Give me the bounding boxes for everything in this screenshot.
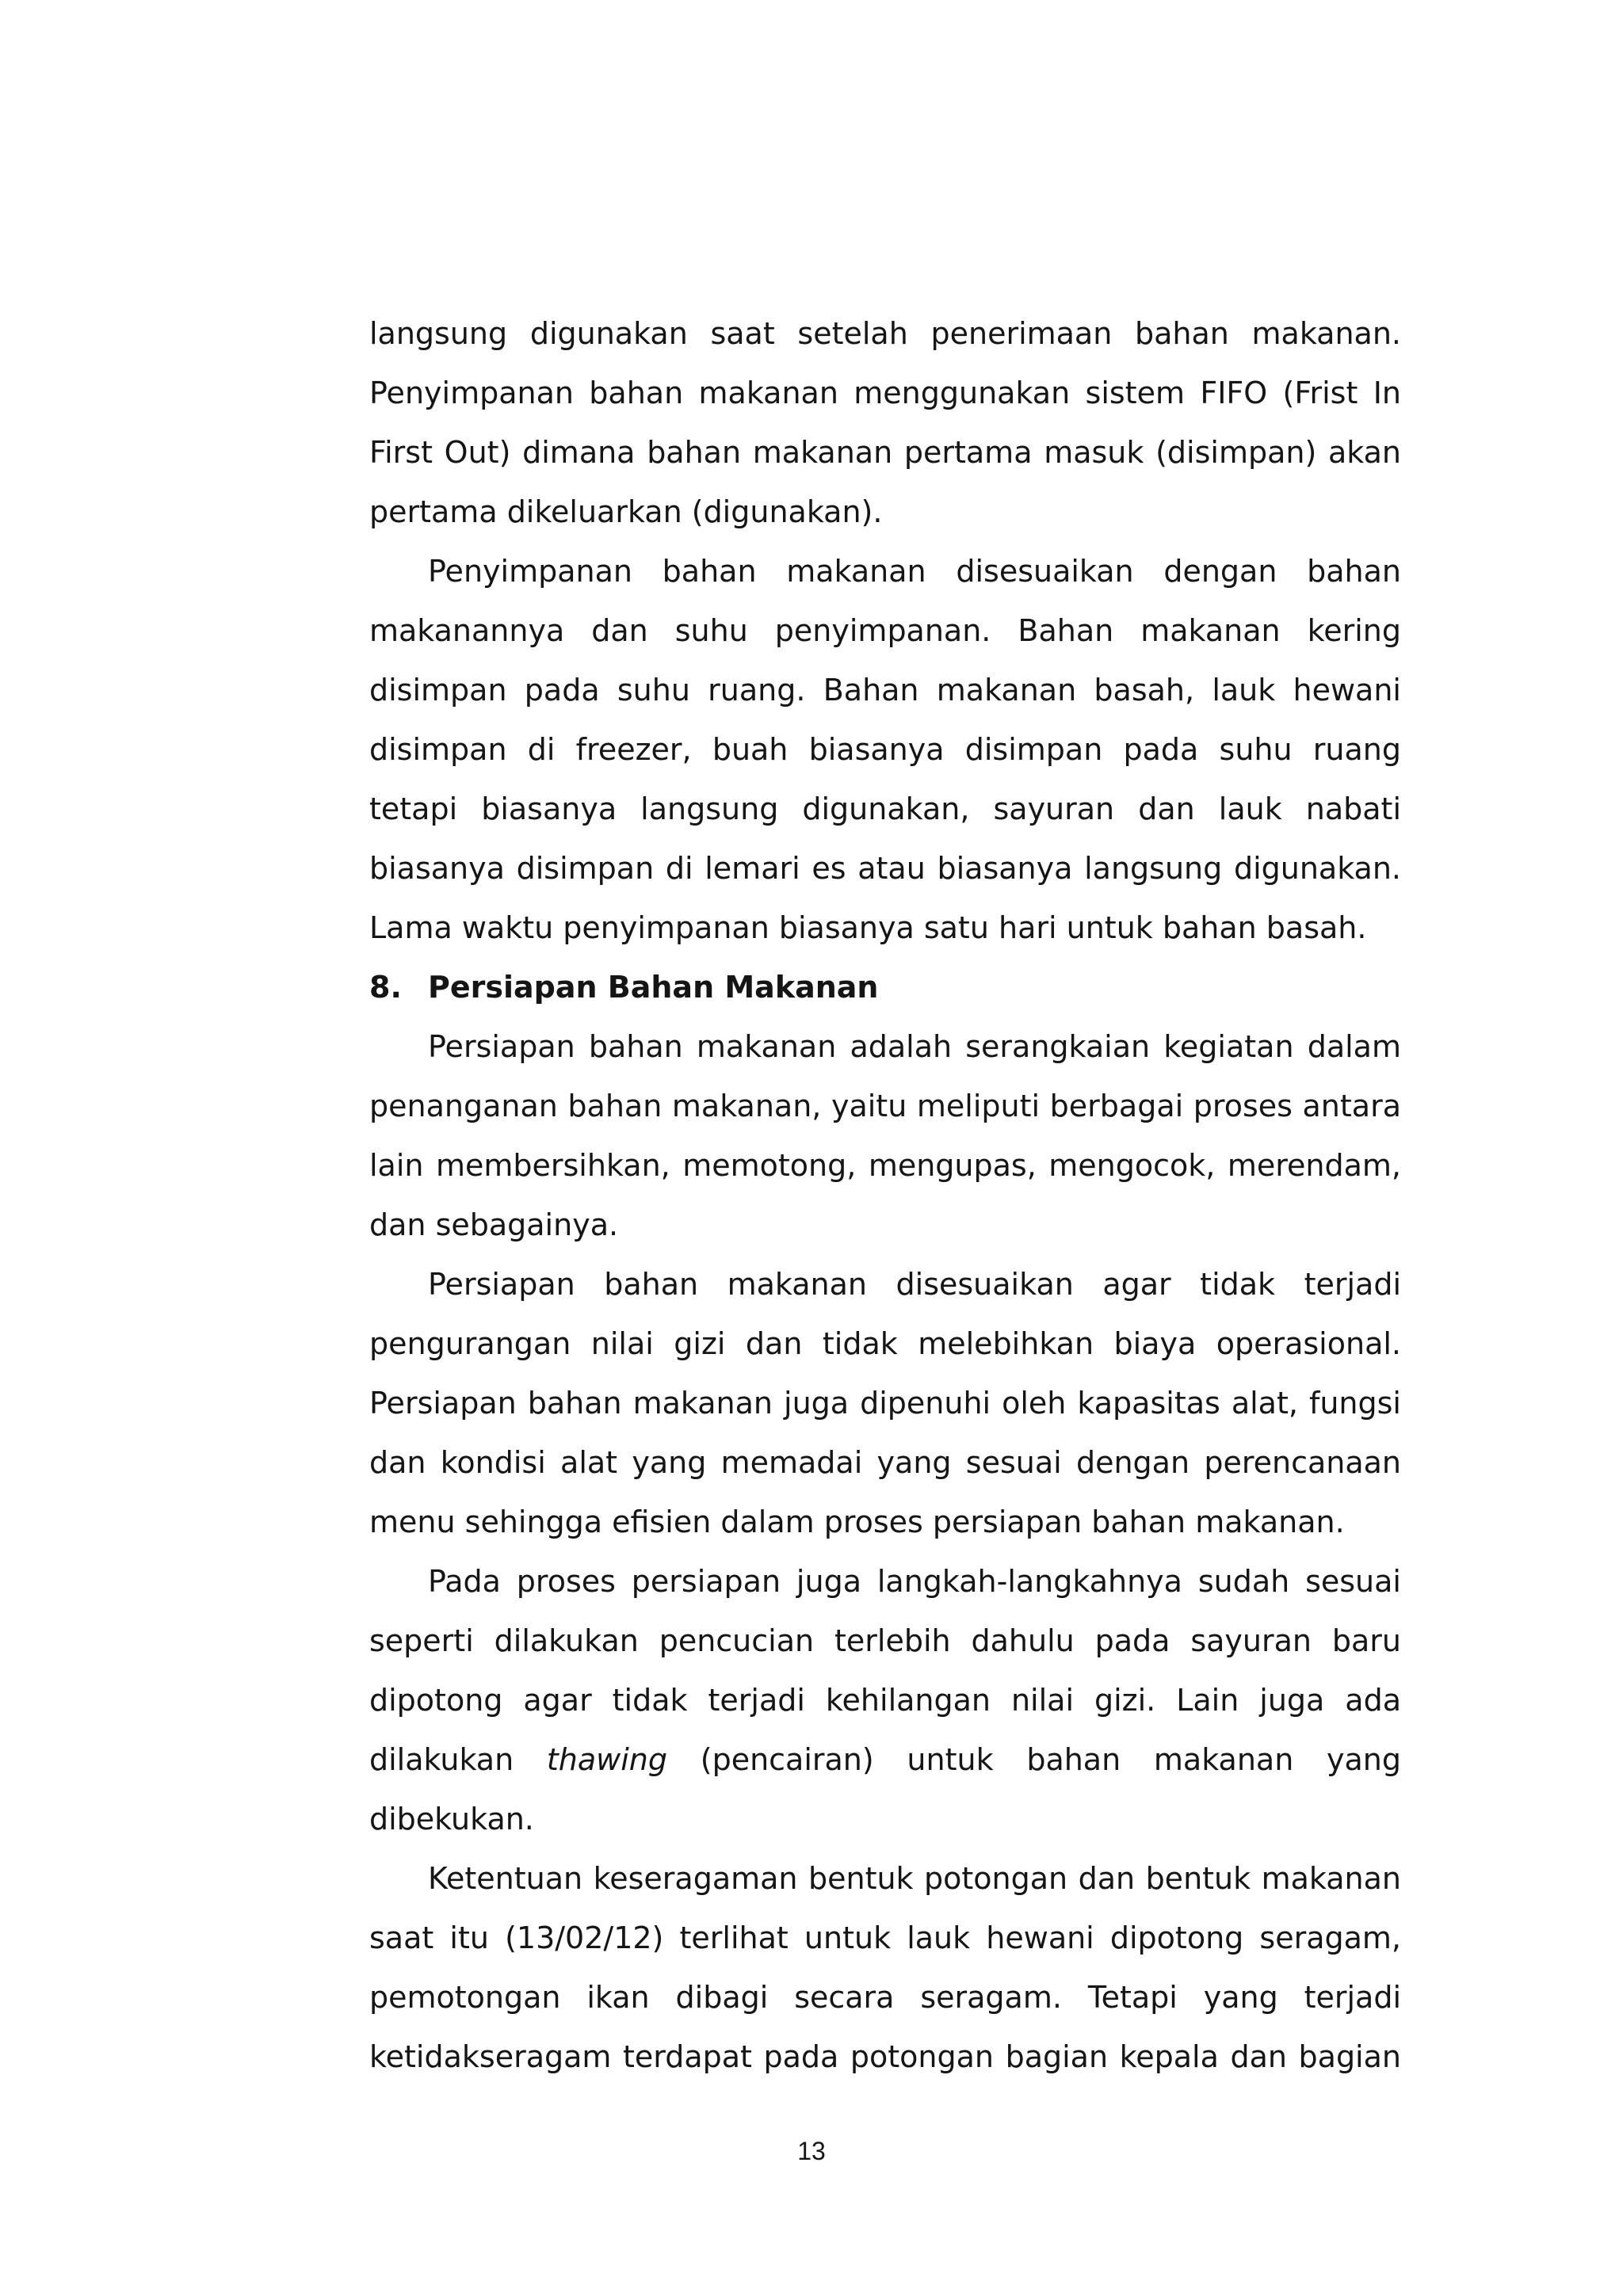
paragraph-cutting-uniformity: Ketentuan keseragaman bentuk potongan dan bentuk makanan saat itu (13/02/12) terlihat untuk lauk hewani dipotong seragam, pemotongan ikan dibagi secara seragam. Tetapi yang terjadi ketidakseragam terdapat pada potongan bagian kepala dan bagian	[369, 1861, 1401, 2074]
paragraph-preparation-steps-tail: (pencairan) untuk bahan makanan yang dibekukan.	[369, 1742, 1401, 1836]
paragraph-preparation-adjustment: Persiapan bahan makanan disesuaikan agar tidak terjadi pengurangan nilai gizi dan tidak melebihkan biaya operasional. Persiapan bahan makanan juga dipenuhi oleh kapasitas alat, fungsi dan kondisi alat yang memadai yang sesuai dengan perencanaan menu sehingga efisien dalam proses persiapan bahan makanan.	[369, 1267, 1401, 1539]
paragraph-storage-conditions: Penyimpanan bahan makanan disesuaikan dengan bahan makanannya dan suhu penyimpanan. Bahan makanan kering disimpan pada suhu ruang. Bahan makanan basah, lauk hewani disimpan di freezer, buah biasanya disimpan pada suhu ruang tetapi biasanya langsung digunakan, sayuran dan lauk nabati biasanya disimpan di lemari es atau biasanya langsung digunakan. Lama waktu penyimpanan biasanya satu hari untuk bahan basah.	[369, 554, 1401, 945]
section-number: 8.	[369, 970, 402, 1005]
paragraph-preparation-steps-text: Pada proses persiapan juga langkah-langkahnya sudah sesuai seperti dilakukan pencucian terlebih dahulu pada sayuran baru dipotong agar tidak terjadi kehilangan nilai gizi. Lain juga ada dilakukan	[369, 1564, 1401, 1777]
page-number: 13	[797, 2137, 826, 2165]
page-body	[369, 304, 1401, 2087]
section-heading	[369, 958, 1401, 1017]
paragraph-preparation-definition: Persiapan bahan makanan adalah serangkaian kegiatan dalam penanganan bahan makanan, yaitu meliputi berbagai proses antara lain membersihkan, memotong, mengupas, mengocok, merendam, dan sebagainya.	[369, 1029, 1401, 1242]
section-title: Persiapan Bahan Makanan	[428, 970, 879, 1005]
paragraph-preparation-steps	[369, 1552, 1401, 1849]
thawing-term: thawing	[546, 1742, 668, 1777]
paragraph-storage-fifo: langsung digunakan saat setelah penerimaan bahan makanan. Penyimpanan bahan makanan menggunakan sistem FIFO (Frist In First Out) dimana bahan makanan pertama masuk (disimpan) akan pertama dikeluarkan (digunakan).	[369, 316, 1401, 529]
